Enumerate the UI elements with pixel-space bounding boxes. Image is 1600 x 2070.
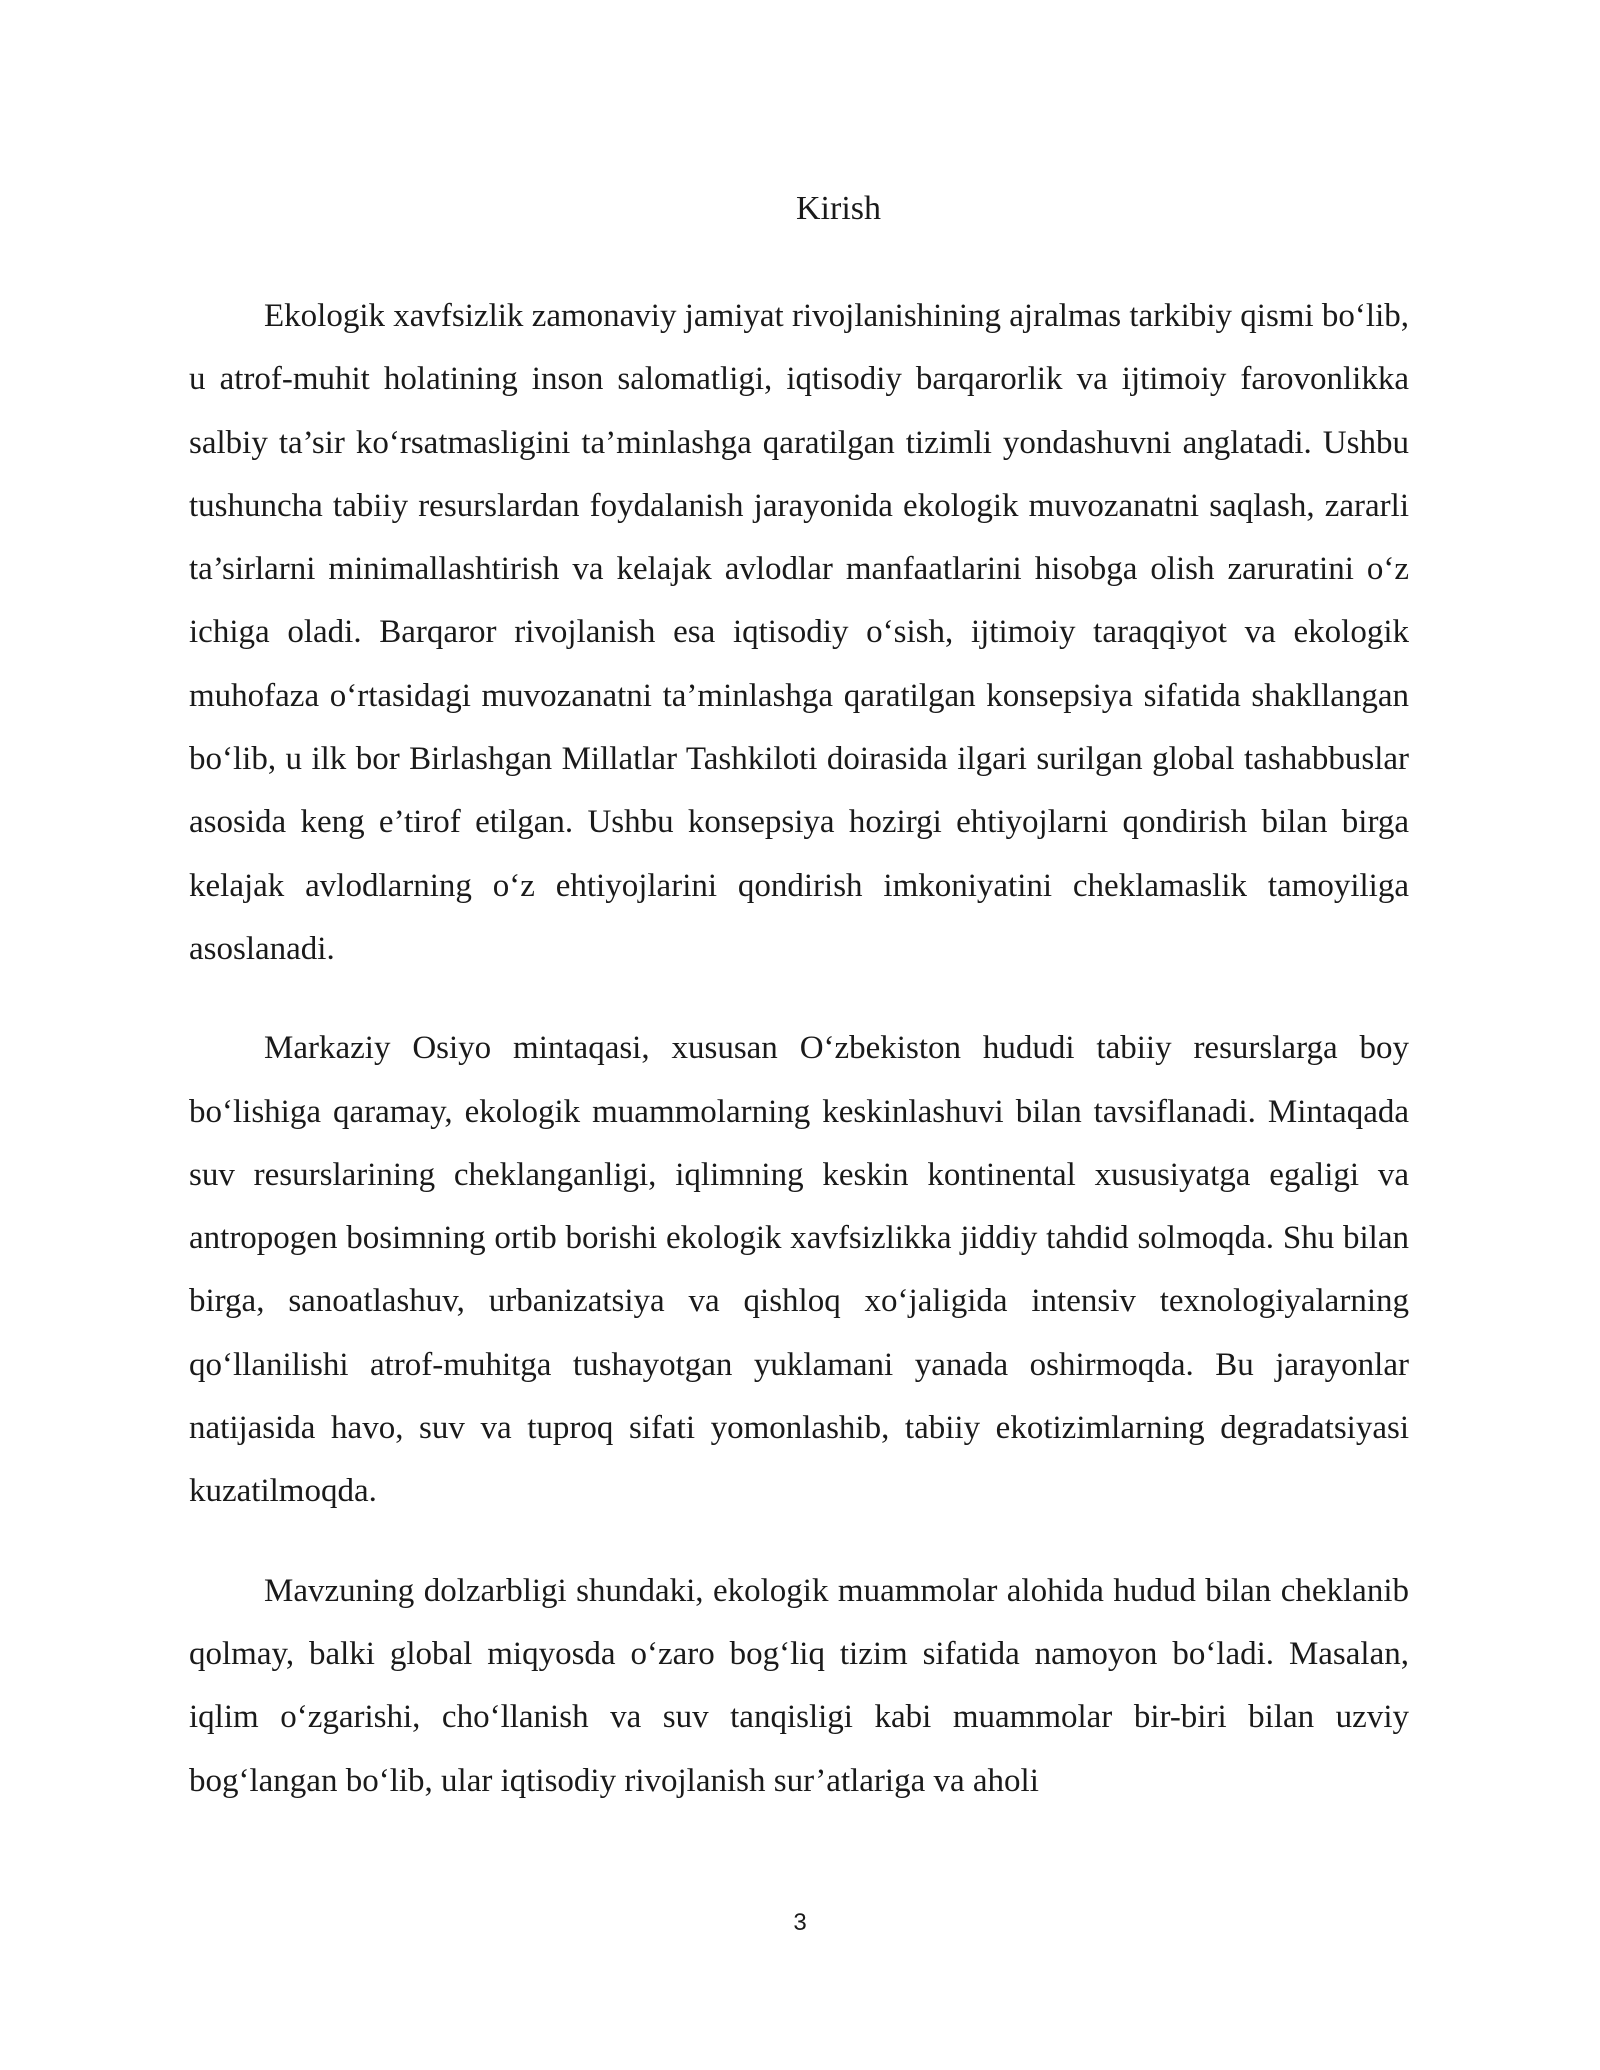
page-title: Kirish bbox=[796, 190, 881, 227]
document-body bbox=[189, 285, 1409, 1849]
page-number: 3 bbox=[793, 1909, 807, 1936]
paragraph-3: Mavzuning dolzarbligi shundaki, ekologik muammolar alohida hudud bilan cheklanib qolmay, balki global miqyosda o‘zaro bog‘liq tizim sifatida namoyon bo‘ladi. Masalan, iqlim o‘zgarishi, cho‘llanish va suv tanqisligi kabi muammolar bir-biri bilan uzviy bog‘langan bo‘lib, ular iqtisodiy rivojlanish sur’atlariga va aholi bbox=[189, 1572, 1409, 1799]
paragraph-2: Markaziy Osiyo mintaqasi, xususan O‘zbekiston hududi tabiiy resurslarga boy bo‘lishiga qaramay, ekologik muammolarning keskinlashuvi bilan tavsiflanadi. Mintaqada suv resurslarining cheklanganligi, iqlimning keskin kontinental xususiyatga egaligi va antropogen bosimning ortib borishi ekologik xavfsizlikka jiddiy tahdid solmoqda. Shu bilan birga, sanoatlashuv, urbanizatsiya va qishloq xo‘jaligida intensiv texnologiyalarning qo‘llanilishi atrof-muhitga tushayotgan yuklamani yanada oshirmoqda. Bu jarayonlar natijasida havo, suv va tuproq sifati yomonlashib, tabiiy ekotizimlarning degradatsiyasi kuzatilmoqda. bbox=[189, 1030, 1409, 1510]
paragraph-1: Ekologik xavfsizlik zamonaviy jamiyat rivojlanishining ajralmas tarkibiy qismi bo‘lib, u atrof-muhit holatining inson salomatligi, iqtisodiy barqarorlik va ijtimoiy farovonlikka salbiy ta’sir ko‘rsatmasligini ta’minlashga qaratilgan tizimli yondashuvni anglatadi. Ushbu tushuncha tabiiy resurslardan foydalanish jarayonida ekologik muvozanatni saqlash, zararli ta’sirlarni minimallashtirish va kelajak avlodlar manfaatlarini hisobga olish zaruratini o‘z ichiga oladi. Barqaror rivojlanish esa iqtisodiy o‘sish, ijtimoiy taraqqiyot va ekologik muhofaza o‘rtasidagi muvozanatni ta’minlashga qaratilgan konsepsiya sifatida shakllangan bo‘lib, u ilk bor Birlashgan Millatlar Tashkiloti doirasida ilgari surilgan global tashabbuslar asosida keng e’tirof etilgan. Ushbu konsepsiya hozirgi ehtiyojlarni qondirish bilan birga kelajak avlodlarning o‘z ehtiyojlarini qondirish imkoniyatini cheklamaslik tamoyiliga asoslanadi. bbox=[189, 298, 1409, 967]
